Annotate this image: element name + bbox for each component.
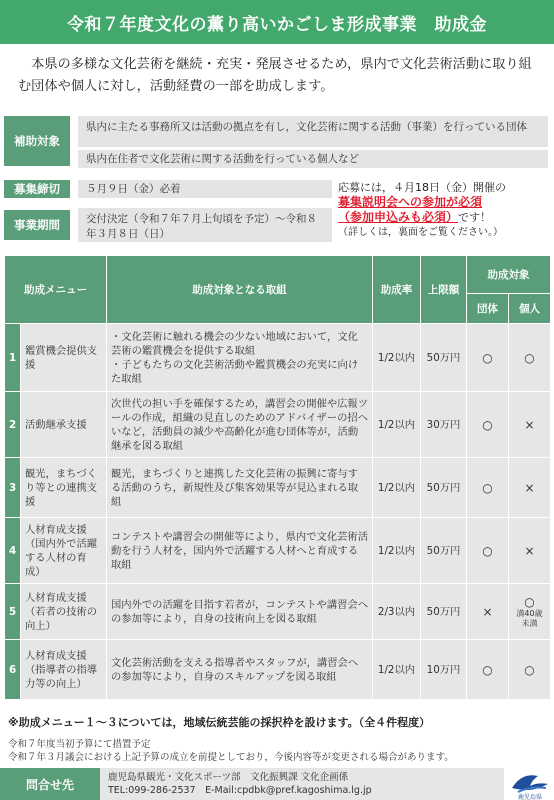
row-individual-eligible-text: × xyxy=(524,480,535,495)
row-group-eligible-text: × xyxy=(482,604,493,619)
row-rate-text: 1/2以内 xyxy=(377,481,416,494)
row-number-text: 2 xyxy=(9,418,17,431)
notice-line1: 応募には，４月18日（金）開催の xyxy=(338,181,506,194)
row-rate-text: 1/2以内 xyxy=(377,418,416,431)
table-row xyxy=(5,640,551,700)
row-individual-eligible xyxy=(509,518,551,584)
row-group-eligible-text: ○ xyxy=(482,417,493,432)
row-content-text: 観光，まちづくりと連携した文化芸術の振興に寄与する活動のうち，新規性及び集客効果等が見込まれる取組 xyxy=(111,467,359,508)
row-individual-eligible xyxy=(509,640,551,700)
row-number xyxy=(5,324,21,392)
row-number xyxy=(5,640,21,700)
row-number-text: 4 xyxy=(9,544,17,557)
row-limit xyxy=(421,392,467,458)
header-rate: 助成率 xyxy=(373,256,421,324)
row-individual-eligible xyxy=(509,392,551,458)
notice-see-back: （詳しくは，裏面をご覧ください。） xyxy=(338,227,503,238)
notice-line2: です！ xyxy=(458,211,492,224)
period-label: 事業期間 xyxy=(4,210,70,240)
row-group-eligible-text: ○ xyxy=(482,350,493,365)
table-row xyxy=(5,458,551,518)
row-content xyxy=(107,392,373,458)
row-group-eligible xyxy=(467,392,509,458)
row-menu-text: 人材育成支援（指導者の指導力等の向上） xyxy=(25,649,98,690)
row-limit-text: 50万円 xyxy=(426,544,461,557)
row-limit xyxy=(421,584,467,640)
row-menu-text: 人材育成支援（国内外で活躍する人材の育成） xyxy=(25,523,98,578)
notes xyxy=(8,738,454,764)
row-content xyxy=(107,518,373,584)
contact-department: 鹿児島県観光・文化スポーツ部 文化振興課 文化企画係 xyxy=(108,772,349,783)
row-menu xyxy=(21,392,107,458)
row-rate xyxy=(373,584,421,640)
row-limit xyxy=(421,458,467,518)
row-menu-text: 人材育成支援（若者の技術の向上） xyxy=(25,591,98,632)
row-rate-text: 1/2以内 xyxy=(377,663,416,676)
row-rate xyxy=(373,392,421,458)
row-limit-text: 50万円 xyxy=(426,605,461,618)
row-individual-eligible-text: × xyxy=(524,417,535,432)
row-individual-eligible xyxy=(509,324,551,392)
row-number-text: 5 xyxy=(9,605,17,618)
notice-required-registration: （参加申込みも必須） xyxy=(338,210,459,224)
row-rate-text: 2/3以内 xyxy=(377,605,416,618)
logo-text: 鹿児島県 xyxy=(517,794,542,800)
row-rate-text: 1/2以内 xyxy=(377,351,416,364)
row-content xyxy=(107,458,373,518)
eligibility-item-group: 県内に主たる事務所又は活動の拠点を有し，文化芸術に関する活動（事業）を行っている団体 xyxy=(78,116,548,147)
row-content-text: 国内外での活躍を目指す若者が，コンテストや講習会への参加等により，自身の技術向上を図る取組 xyxy=(111,598,369,625)
row-content xyxy=(107,640,373,700)
row-group-eligible xyxy=(467,584,509,640)
row-limit-text: 50万円 xyxy=(426,481,461,494)
row-group-eligible-text: ○ xyxy=(482,662,493,677)
row-menu-text: 観光，まちづくり等との連携支援 xyxy=(25,467,98,508)
header-content: 助成対象となる取組 xyxy=(107,256,373,324)
eligibility-item-individual: 県内在住者で文化芸術に関する活動を行っている個人など xyxy=(78,150,548,168)
header-individual: 個人 xyxy=(509,294,551,324)
row-limit-text: 30万円 xyxy=(426,418,461,431)
row-rate xyxy=(373,518,421,584)
row-individual-eligible-text: × xyxy=(524,543,535,558)
eligibility-label: 補助対象 xyxy=(4,116,70,166)
row-individual-eligible-text: ○ xyxy=(524,594,535,609)
row-individual-note: 満40歳未満 xyxy=(516,608,543,628)
table-row xyxy=(5,392,551,458)
row-group-eligible xyxy=(467,640,509,700)
row-group-eligible xyxy=(467,324,509,392)
row-individual-eligible xyxy=(509,458,551,518)
header-group: 団体 xyxy=(467,294,509,324)
row-limit xyxy=(421,324,467,392)
row-individual-eligible-text: ○ xyxy=(524,350,535,365)
row-individual-eligible-text: ○ xyxy=(524,662,535,677)
footnote: ※助成メニュー１～３については，地域伝統芸能の採択枠を設けます。（全４件程度） xyxy=(8,716,431,729)
note-budget: 令和７年度当初予算にて措置予定 xyxy=(8,739,151,750)
table-row xyxy=(5,518,551,584)
row-rate xyxy=(373,458,421,518)
row-limit-text: 10万円 xyxy=(426,663,461,676)
row-menu xyxy=(21,640,107,700)
row-content xyxy=(107,324,373,392)
row-rate xyxy=(373,640,421,700)
header-target: 助成対象 xyxy=(467,256,551,294)
row-limit xyxy=(421,518,467,584)
row-number xyxy=(5,518,21,584)
row-number xyxy=(5,458,21,518)
row-rate-text: 1/2以内 xyxy=(377,544,416,557)
notice-required-seminar: 募集説明会への参加が必須 xyxy=(338,195,483,209)
row-group-eligible xyxy=(467,518,509,584)
row-menu xyxy=(21,458,107,518)
row-content-text: コンテストや講習会の開催等により，県内で文化芸術活動を行う人材を，国内外で活躍する人材へと育成する取組 xyxy=(111,530,369,571)
row-number-text: 3 xyxy=(9,481,17,494)
contact-tel-email: TEL:099-286-2537 E-Mail:cpdbk@pref.kagoshima.lg.jp xyxy=(108,785,372,796)
row-content xyxy=(107,584,373,640)
row-menu xyxy=(21,584,107,640)
header-menu: 助成メニュー xyxy=(5,256,107,324)
row-number-text: 6 xyxy=(9,663,17,676)
row-number xyxy=(5,392,21,458)
row-content-text: 文化芸術活動を支える指導者やスタッフが，講習会への参加等により，自身のスキルアップを図る取組 xyxy=(111,656,359,683)
grant-menu-table xyxy=(4,255,551,700)
row-number-text: 1 xyxy=(9,351,17,364)
deadline-label: 募集締切 xyxy=(4,180,70,198)
deadline-value: ５月９日（金）必着 xyxy=(78,180,332,198)
header-limit: 上限額 xyxy=(421,256,467,324)
note-condition: 令和７年３月議会における上記予算の成立を前提としており，今後内容等が変更される場合があります。 xyxy=(8,752,454,763)
seminar-notice xyxy=(338,180,548,240)
row-group-eligible xyxy=(467,458,509,518)
table-row xyxy=(5,584,551,640)
row-group-eligible-text: ○ xyxy=(482,543,493,558)
row-menu xyxy=(21,518,107,584)
page-title: 令和７年度文化の薫り高いかごしま形成事業 助成金 xyxy=(0,0,554,44)
row-group-eligible-text: ○ xyxy=(482,480,493,495)
row-content-text: ・文化芸術に触れる機会の少ない地域において，文化芸術の鑑賞機会を提供する取組 ・子どもたちの文化芸術活動や鑑賞機会の充実に向けた取組 xyxy=(111,330,359,385)
row-content-text: 次世代の担い手を確保するため，講習会の開催や広報ツールの作成，組織の見直しのためのアドバイザーの招へいなど，活動員の減少や高齢化が進む団体等が，活動継承を図る取組 xyxy=(111,397,369,452)
row-number xyxy=(5,584,21,640)
intro-text: 本県の多様な文化芸術を継続・充実・発展させるため，県内で文化芸術活動に取り組む団体や個人に対し，活動経費の一部を助成します。 xyxy=(18,57,532,94)
row-menu-text: 活動継承支援 xyxy=(25,418,87,431)
row-rate xyxy=(373,324,421,392)
contact-info xyxy=(100,768,504,800)
period-value: 交付決定（令和７年７月上旬頃を予定）～令和８年３月８日（日） xyxy=(78,208,332,242)
row-menu-text: 鑑賞機会提供支援 xyxy=(25,344,98,371)
row-menu xyxy=(21,324,107,392)
contact-label: 問合せ先 xyxy=(0,768,100,800)
row-individual-eligible xyxy=(509,584,551,640)
row-limit-text: 50万円 xyxy=(426,351,461,364)
row-limit xyxy=(421,640,467,700)
table-row xyxy=(5,324,551,392)
